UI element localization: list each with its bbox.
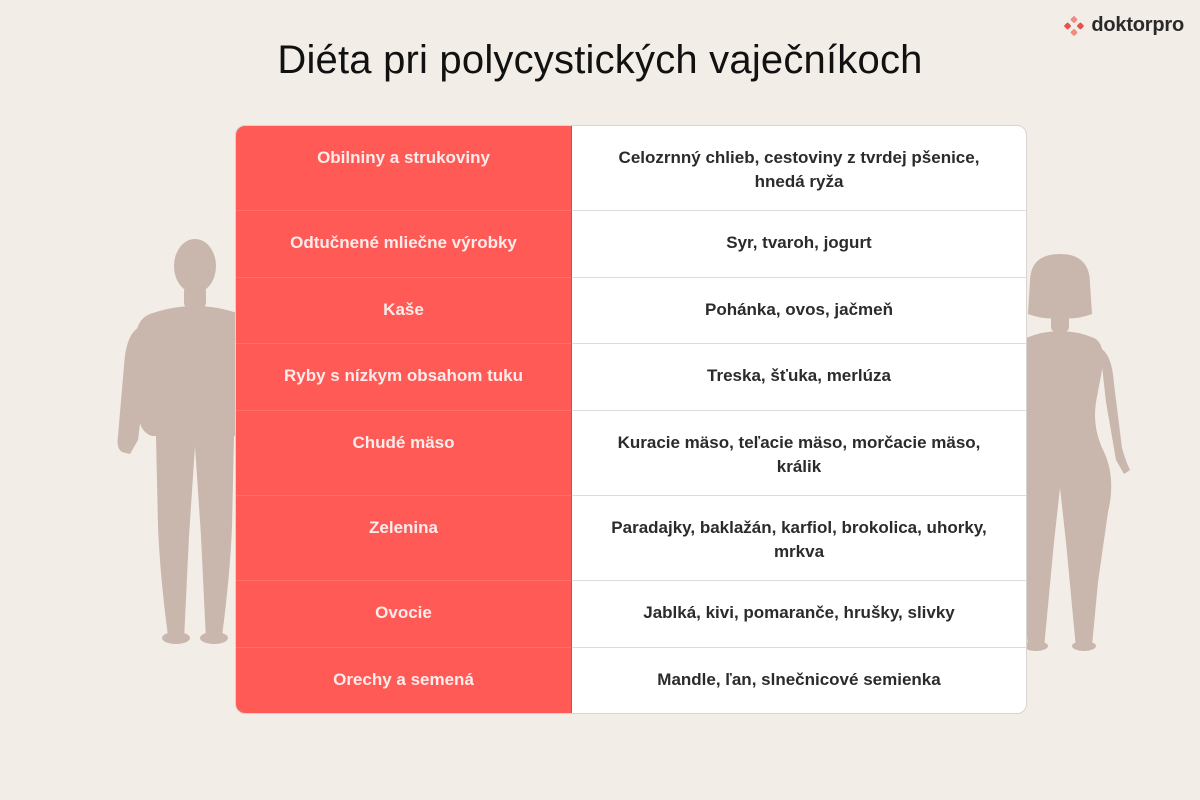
doktorpro-logo-icon — [1063, 15, 1085, 37]
category-cell: Obilniny a strukoviny — [236, 126, 572, 211]
foods-cell: Mandle, ľan, slnečnicové semienka — [657, 669, 941, 689]
table-row — [236, 581, 1026, 647]
category-cell: Odtučnené mliečne výrobky — [236, 211, 572, 277]
category-cell: Chudé mäso — [236, 411, 572, 496]
foods-cell: Syr, tvaroh, jogurt — [726, 233, 872, 253]
brand-name: doktorpro — [1091, 14, 1184, 36]
table-row — [236, 648, 1026, 713]
foods-cell: Treska, šťuka, merlúza — [707, 366, 891, 386]
foods-cell: Paradajky, baklažán, karfiol, brokolica, uhorky, mrkva — [611, 517, 987, 561]
foods-cell: Kuracie mäso, teľacie mäso, morčacie mäso, králik — [617, 432, 981, 476]
foods-cell: Jablká, kivi, pomaranče, hrušky, slivky — [643, 603, 955, 623]
category-cell: Kaše — [236, 278, 572, 344]
category-cell: Orechy a semená — [236, 648, 572, 713]
page-title: Diéta pri polycystických vaječníkoch — [277, 38, 923, 82]
table-row — [236, 211, 1026, 277]
table-row — [236, 126, 1026, 211]
table-row — [236, 411, 1026, 496]
diet-table — [235, 125, 1027, 714]
category-cell: Ovocie — [236, 581, 572, 647]
brand-logo — [1063, 14, 1184, 37]
table-row — [236, 344, 1026, 410]
table-row — [236, 278, 1026, 344]
table-row — [236, 496, 1026, 581]
category-cell: Zelenina — [236, 496, 572, 581]
foods-cell: Pohánka, ovos, jačmeň — [704, 299, 893, 319]
category-cell: Ryby s nízkym obsahom tuku — [236, 344, 572, 410]
foods-cell: Celozrnný chlieb, cestoviny z tvrdej pšenice, hnedá ryža — [618, 148, 980, 191]
